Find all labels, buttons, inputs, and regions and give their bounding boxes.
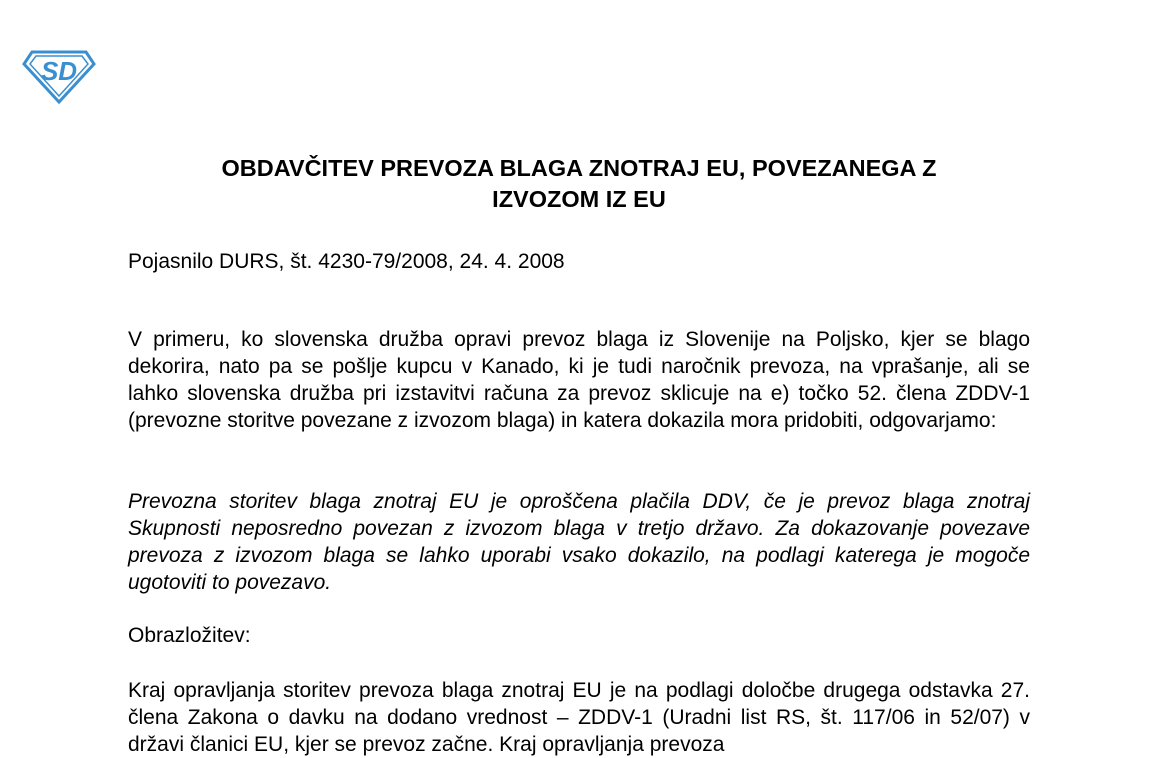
question-paragraph: V primeru, ko slovenska družba opravi prevoz blaga iz Slovenije na Poljsko, kjer se blago dekorira, nato pa se pošlje kupcu v Kanado, ki je tudi naročnik prevoza, na vprašanje, ali se lahko slovenska družba pri izstavitvi računa za prevoz sklicuje na e) točko 52. člena ZDDV-1 (prevozne storitve povezane z izvozom blaga) in katera dokazila mora pridobiti, odgovarjamo: bbox=[128, 328, 1030, 432]
answer-paragraph: Prevozna storitev blaga znotraj EU je oproščena plačila DDV, če je prevoz blaga znotraj Skupnosti neposredno povezan z izvozom blaga v tretjo državo. Za dokazovanje povezave prevoza z izvozom blaga se lahko uporabi vsako dokazilo, na podlagi katerega je mogoče ugotoviti to povezavo. bbox=[128, 490, 1030, 594]
document-title bbox=[128, 153, 1030, 215]
explanation-label: Obrazložitev: bbox=[128, 624, 251, 647]
diamond-logo-icon bbox=[22, 48, 96, 104]
document-reference: Pojasnilo DURS, št. 4230-79/2008, 24. 4. 2008 bbox=[128, 250, 565, 273]
title-line-2: IZVOZOM IZ EU bbox=[492, 186, 666, 212]
explanation-paragraph: Kraj opravljanja storitev prevoza blaga znotraj EU je na podlagi določbe drugega odstavka 27. člena Zakona o davku na dodano vrednost – ZDDV-1 (Uradni list RS, št. 117/06 in 52/07) v državi članici EU, kjer se prevoz začne. Kraj opravljanja prevoza bbox=[128, 679, 1030, 756]
title-line-1: OBDAVČITEV PREVOZA BLAGA ZNOTRAJ EU, POVEZANEGA Z bbox=[221, 155, 937, 181]
logo-letters: SD bbox=[40, 56, 78, 86]
sd-logo bbox=[22, 48, 96, 104]
